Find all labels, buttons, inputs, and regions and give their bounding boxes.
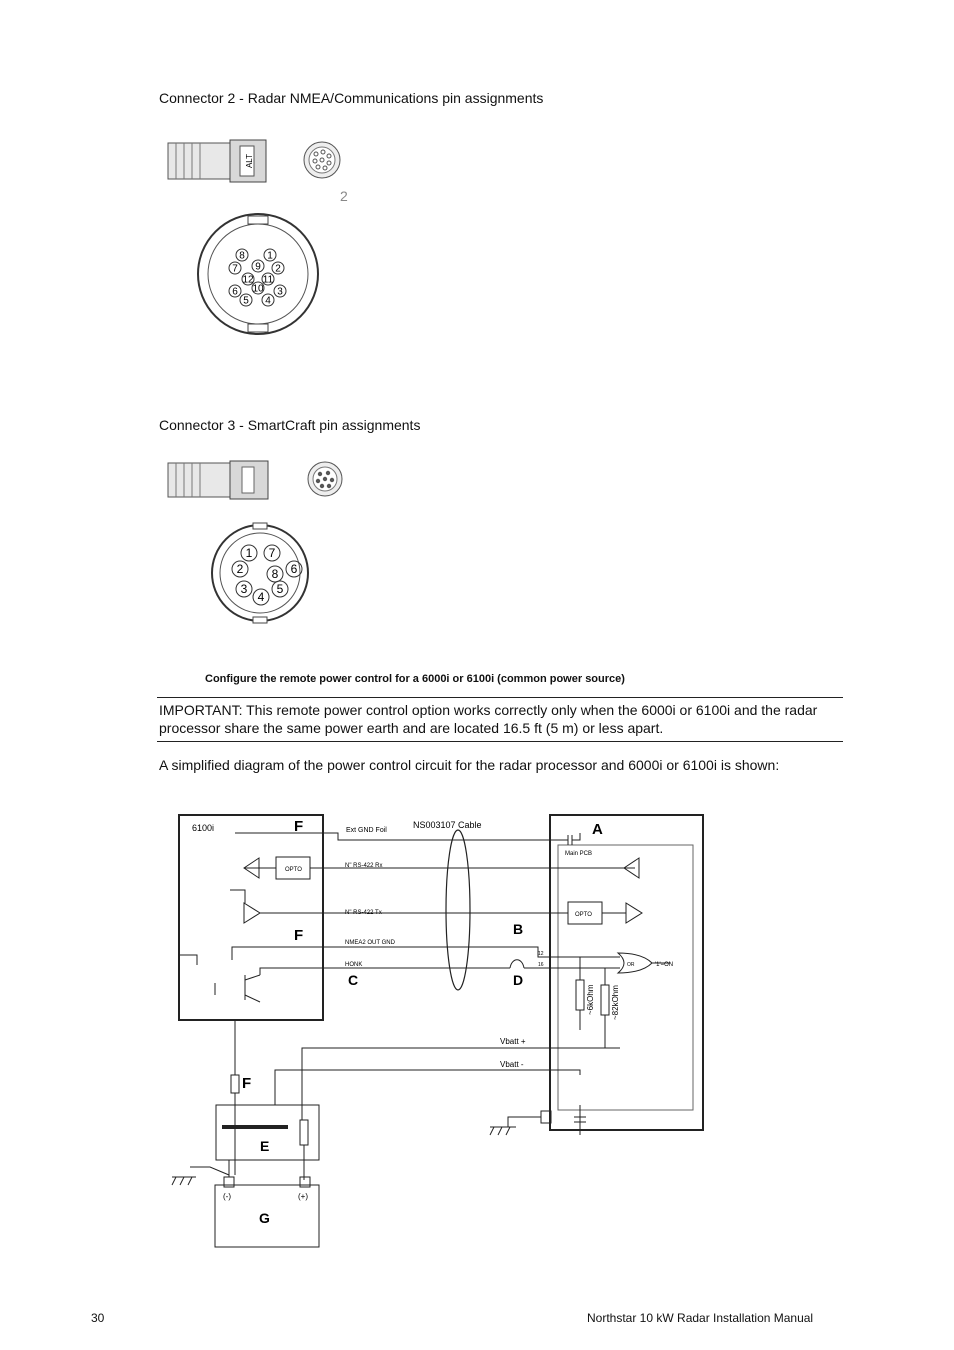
power-control-circuit-diagram — [160, 805, 720, 1255]
note-bottom-rule — [157, 741, 843, 742]
important-note: IMPORTANT: This remote power control option works correctly only when the 6000i or 6100i and the radar processor share the same power earth and are located 16.5 ft (5 m) or less apart. — [159, 702, 818, 736]
connector3-pin-label: 7 — [268, 546, 276, 560]
label-a: A — [592, 821, 603, 838]
diagram-intro: A simplified diagram of the power control circuit for the radar processor and 6000i or 6100i is shown: — [159, 757, 780, 773]
procedure-heading: Configure the remote power control for a 6000i or 6100i (common power source) — [205, 673, 625, 685]
connector2-pin-label: 9 — [255, 261, 261, 273]
device-6100i-box — [179, 815, 323, 1020]
battery-positive-label: (+) — [298, 1192, 308, 1201]
device-6100i-label: 6100i — [192, 823, 215, 833]
pin-12-label: 12 — [538, 951, 544, 957]
main-pcb-label: Main PCB — [565, 851, 593, 857]
connector2-face-small — [304, 142, 340, 178]
connector3-figure — [160, 455, 360, 625]
connector2-caption: Connector 2 - Radar NMEA/Communications pin assignments — [159, 90, 544, 106]
connector3-pin-label: 8 — [271, 567, 279, 581]
connector3-pin-label: 4 — [257, 590, 265, 604]
nmea2-out-gnd-label: NMEA2 OUT GND — [345, 940, 395, 946]
vbatt-minus-label: Vbatt - — [500, 1060, 524, 1069]
connector2-number: 2 — [340, 188, 348, 204]
connector2-pin-label: 7 — [232, 263, 238, 275]
connector2-plug-marking: ALT — [245, 153, 254, 169]
connector2-figure — [160, 130, 360, 360]
vbatt-plus-label: Vbatt + — [500, 1037, 526, 1046]
connector3-pin-label: 3 — [240, 582, 248, 596]
manual-title: Northstar 10 kW Radar Installation Manual — [587, 1311, 814, 1325]
honk-label: HONK — [345, 962, 363, 968]
battery-negative-label: (-) — [223, 1192, 231, 1201]
on-label: '1'=ON — [655, 962, 674, 968]
fuse-label-f-top: F — [294, 818, 304, 835]
label-d: D — [513, 972, 524, 988]
connector2-pin-label: 1 — [267, 250, 273, 262]
label-c: C — [348, 972, 359, 988]
connector3-pin-label: 5 — [276, 582, 284, 596]
connector2-pin-label: 6 — [232, 286, 238, 298]
connector3-caption: Connector 3 - SmartCraft pin assignments — [159, 417, 421, 433]
connector3-face-small — [308, 462, 342, 496]
connector2-pin-label: 2 — [275, 263, 281, 275]
opto-tx-label: OPTO — [575, 912, 592, 918]
connector3-pin-label: 1 — [245, 546, 253, 560]
connector2-pin-label: 4 — [265, 295, 271, 307]
connector3-pin-label: 6 — [290, 562, 298, 576]
connector2-pin-label: 12 — [242, 274, 254, 286]
note-top-rule — [157, 697, 843, 698]
connector3-pin-label: 2 — [236, 562, 244, 576]
rs422-rx-label: N" RS-422 Rx — [345, 863, 383, 869]
resistor-82k-label: ~82kOhm — [611, 985, 620, 1020]
connector2-pin-label: 5 — [243, 295, 249, 307]
fuse-label-f-bottom: F — [242, 1075, 252, 1092]
opto-rx-label: OPTO — [285, 867, 302, 873]
connector3-plug-side — [168, 461, 268, 499]
connector2-plug-side — [168, 140, 266, 182]
label-e: E — [260, 1138, 270, 1154]
connector2-pin-label: 3 — [277, 286, 283, 298]
resistor-6k-label: ~6kOhm — [586, 984, 595, 1015]
ext-gnd-foil-label: Ext GND Foil — [346, 827, 387, 834]
cable-label: NS003107 Cable — [413, 820, 482, 830]
label-b: B — [513, 921, 524, 937]
or-gate-label: OR — [627, 962, 635, 968]
rs422-tx-label: N" RS-422 Tx — [345, 910, 382, 916]
connector2-pin-label: 11 — [262, 274, 274, 286]
pin-16-label: 16 — [538, 962, 544, 968]
label-g: G — [259, 1210, 270, 1226]
connector2-pin-label: 10 — [252, 283, 264, 295]
connector2-face-large — [198, 214, 318, 334]
fuse-label-f-mid: F — [294, 927, 304, 944]
page-number: 30 — [91, 1311, 105, 1325]
connector2-pin-label: 8 — [239, 250, 245, 262]
